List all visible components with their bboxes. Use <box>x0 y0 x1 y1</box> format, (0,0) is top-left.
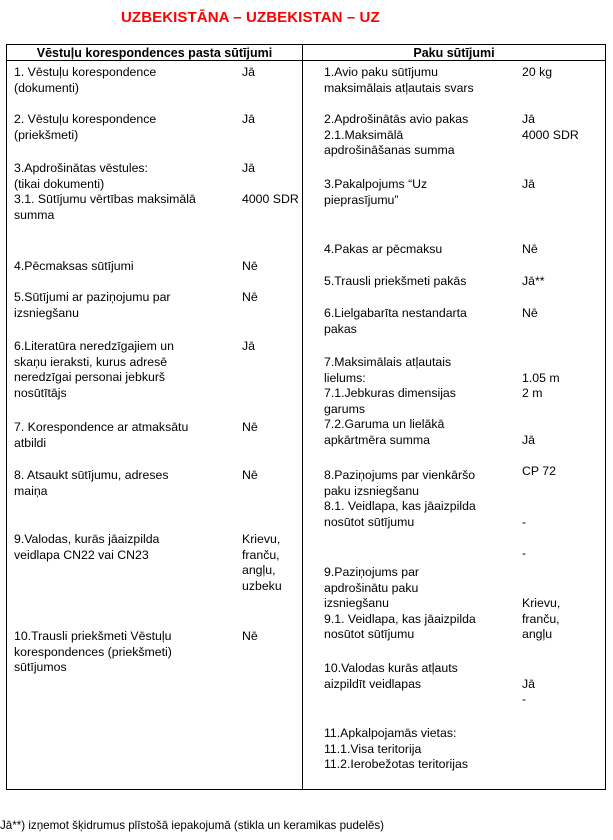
parcels-value-9: Krievu, franču, angļu <box>522 596 561 642</box>
letters-label-8: 8. Atsaukt sūtījumu, adreses maiņa <box>14 468 169 498</box>
parcels-value-6: Nē <box>522 306 538 320</box>
parcels-label-10: 10.Valodas kurās atļauts aizpildīt veidlapas <box>324 661 458 691</box>
parcels-label-2: 2.Apdrošinātās avio pakas 2.1.Maksimālā apdrošināšanas summa <box>324 112 469 158</box>
parcels-value-7: 1.05 m 2 m Jā CP 72 <box>522 370 560 479</box>
parcels-header: Paku sūtījumi <box>413 46 495 60</box>
column-divider <box>302 45 303 789</box>
parcels-label-6: 6.Lielgabarīta nestandarta pakas <box>324 306 467 336</box>
parcels-value-2: Jā 4000 SDR <box>522 112 579 142</box>
letters-value-8: Nē <box>242 468 258 482</box>
parcels-value-5: Jā** <box>522 274 545 288</box>
parcels-label-5: 5.Trausli priekšmeti pakās <box>324 274 467 288</box>
letters-label-9: 9.Valodas, kurās jāaizpilda veidlapa CN22 vai CN23 <box>14 532 160 562</box>
letters-label-5: 5.Sūtījumi ar paziņojumu par izsniegšanu <box>14 290 171 320</box>
parcels-label-11: 11.Apkalpojamās vietas: 11.1.Visa teritorija 11.2.Ierobežotas teritorijas <box>324 726 468 772</box>
letters-value-3: Jā 4000 SDR <box>242 161 299 207</box>
parcels-label-7: 7.Maksimālais atļautais lielums: 7.1.Jebkuras dimensijas garums 7.2.Garuma un lielākā apkārtmēra summa <box>324 355 456 447</box>
parcels-value-8: - - <box>522 514 527 560</box>
letters-value-7: Nē <box>242 420 258 434</box>
parcels-value-3: Jā <box>522 177 535 191</box>
letters-label-2: 2. Vēstuļu korespondence (priekšmeti) <box>14 112 157 142</box>
letters-label-1: 1. Vēstuļu korespondence (dokumenti) <box>14 65 157 95</box>
parcels-label-8: 8.Paziņojums par vienkāršo paku izsniegšanu 8.1. Veidlapa, kas jāaizpilda nosūtot sūtījumu <box>324 468 476 529</box>
letters-header: Vēstuļu korespondences pasta sūtījumi <box>36 46 273 60</box>
letters-value-5: Nē <box>242 290 258 304</box>
letters-label-3: 3.Apdrošinātas vēstules: (tikai dokumenti) 3.1. Sūtījumu vērtības maksimālā summa <box>14 161 196 222</box>
letters-value-4: Nē <box>242 259 258 273</box>
parcels-value-10: Jā - <box>522 676 535 707</box>
letters-value-6: Jā <box>242 339 255 353</box>
footnote: Jā**) izņemot šķidrumus plīstošā iepakojumā (stikla un keramikas pudelēs) <box>0 819 385 832</box>
page-title: UZBEKISTĀNA – UZBEKISTAN – UZ <box>121 9 380 26</box>
letters-value-2: Jā <box>242 112 255 126</box>
parcels-label-9: 9.Paziņojums par apdrošinātu paku izsniegšanu 9.1. Veidlapa, kas jāaizpilda nosūtot sūtījumu <box>324 565 476 642</box>
parcels-value-1: 20 kg <box>522 65 553 79</box>
letters-label-4: 4.Pēcmaksas sūtījumi <box>14 259 134 273</box>
header-divider <box>7 60 605 61</box>
parcels-label-4: 4.Pakas ar pēcmaksu <box>324 242 443 256</box>
letters-value-9: Krievu, franču, angļu, uzbeku <box>242 532 282 593</box>
letters-label-6: 6.Literatūra neredzīgajiem un skaņu ieraksti, kurus adresē neredzīgai personai jebkurš nosūtītājs <box>14 339 174 400</box>
letters-label-7: 7. Korespondence ar atmaksātu atbildi <box>14 420 189 450</box>
parcels-label-3: 3.Pakalpojums “Uz pieprasījumu” <box>324 177 428 207</box>
services-table <box>6 44 606 790</box>
parcels-value-4: Nē <box>522 242 538 256</box>
letters-value-10: Nē <box>242 629 258 643</box>
letters-label-10: 10.Trausli priekšmeti Vēstuļu korespondences (priekšmeti) sūtījumos <box>14 629 172 675</box>
parcels-label-1: 1.Avio paku sūtījumu maksimālais atļautais svars <box>324 65 474 95</box>
letters-value-1: Jā <box>242 65 255 79</box>
